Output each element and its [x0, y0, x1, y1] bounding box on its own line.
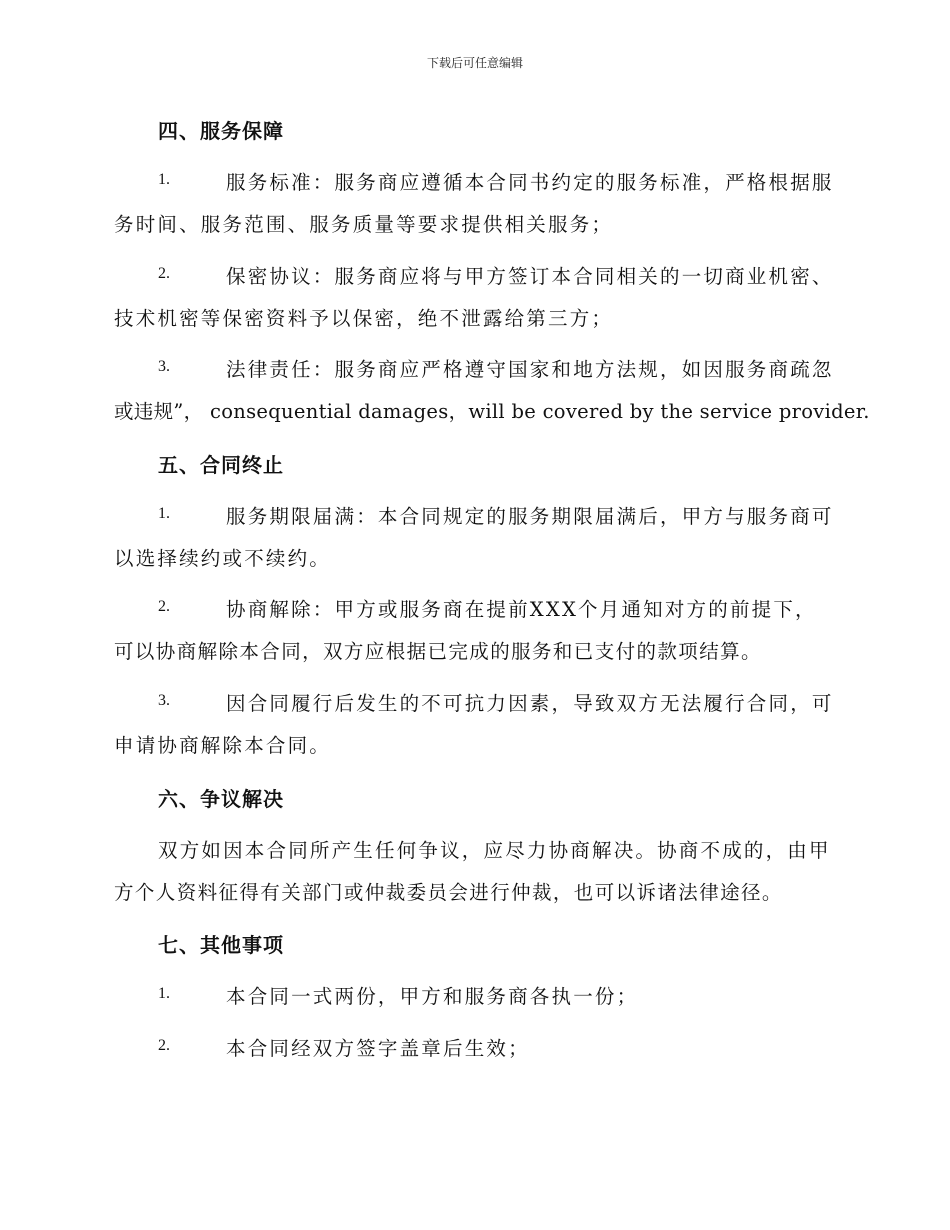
item-text-line: 技术机密等保密资料予以保密，绝不泄露给第三方；: [114, 307, 614, 330]
item-text-line: 本合同一式两份，甲方和服务商各执一份；: [226, 985, 639, 1008]
item-text-line: 保密协议：服务商应将与甲方签订本合同相关的一切商业机密、: [226, 265, 834, 288]
page-header: 下载后可任意编辑: [426, 56, 523, 70]
section-heading-dispute-resolution: 六、争议解决: [158, 787, 284, 811]
item-number: 3.: [158, 358, 170, 375]
section-heading-other-matters: 七、其他事项: [158, 933, 284, 957]
item-text-line: 可以协商解除本合同，双方应根据已完成的服务和已支付的款项结算。: [114, 640, 762, 663]
item-text-line: 因合同履行后发生的不可抗力因素，导致双方无法履行合同，可: [226, 692, 834, 715]
item-number: 2.: [158, 598, 170, 615]
item-text-line: 务时间、服务范围、服务质量等要求提供相关服务；: [114, 213, 614, 236]
item-text-line: 服务标准：服务商应遵循本合同书约定的服务标准，严格根据服: [226, 171, 834, 194]
item-text-line: 协商解除：甲方或服务商在提前XXX个月通知对方的前提下，: [226, 598, 817, 621]
item-text-line: 服务期限届满：本合同规定的服务期限届满后，甲方与服务商可: [226, 505, 834, 528]
item-text-line: 申请协商解除本合同。: [114, 734, 332, 757]
item-number: 1.: [158, 171, 170, 188]
paragraph-line: 双方如因本合同所产生任何争议，应尽力协商解决。协商不成的，由甲: [158, 839, 831, 862]
item-number: 1.: [158, 505, 170, 522]
item-number: 2.: [158, 265, 170, 282]
section-heading-contract-termination: 五、合同终止: [158, 453, 284, 477]
paragraph-line: 方个人资料征得有关部门或仲裁委员会进行仲裁，也可以诉诸法律途径。: [114, 881, 783, 904]
item-number: 1.: [158, 985, 170, 1002]
item-text-line: 以选择续约或不续约。: [114, 547, 332, 570]
section-heading-service-guarantee: 四、服务保障: [158, 119, 284, 143]
item-text-line: 或违规”， consequential damages，will be covered by the service provider.: [114, 400, 870, 423]
item-number: 2.: [158, 1037, 170, 1054]
item-text-line: 本合同经双方签字盖章后生效；: [226, 1037, 530, 1060]
item-number: 3.: [158, 692, 170, 709]
item-text-line: 法律责任：服务商应严格遵守国家和地方法规，如因服务商疏忽: [226, 358, 834, 381]
